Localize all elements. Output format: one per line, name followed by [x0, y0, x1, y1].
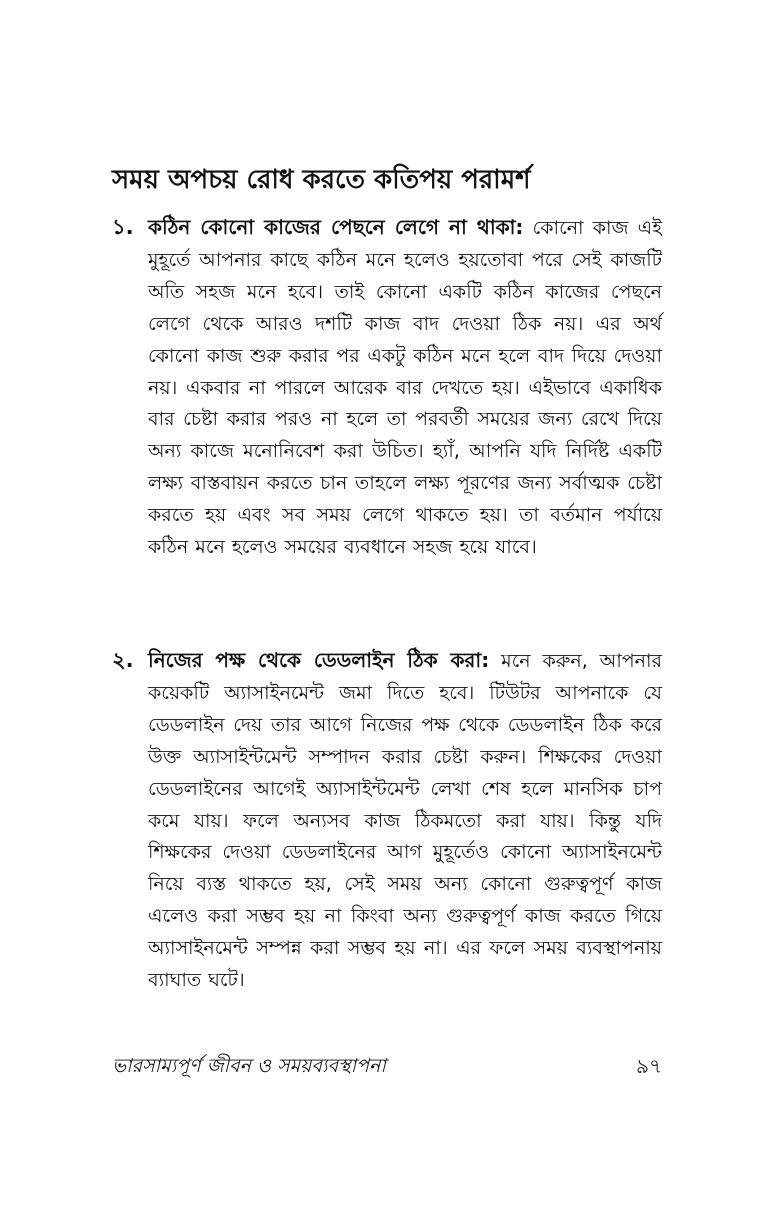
list-item-number: ১. — [112, 215, 134, 239]
section-heading: সময় অপচয় রোধ করতে কতিপয় পরামর্শ — [112, 165, 531, 195]
list-item-title: কঠিন কোনো কাজের পেছনে লেগে না থাকা: — [148, 215, 524, 239]
list-item-text: মনে করুন, আপনার কয়েকটি অ্যাসাইনমেন্ট জমা দিতে হবে। টিউটর আপনাকে যে ডেডলাইন দেয় তার আগে নিজের পক্ষ থেকে ডেডলাইন ঠিক করে উক্ত অ্যাসাইন্টমেন্ট সম্পাদন করার চেষ্টা করুন। শিক্ষকের দেওয়া ডেডলাইনের আগেই অ্যাসাইন্টমেন্ট লেখা শেষ হলে মানসিক চাপ কমে যায়। ফলে অন্যসব কাজ ঠিকমতো করা যায়। কিন্তু যদি শিক্ষকের দেওয়া ডেডলাইনের আগ মুহূর্তেও কোনো অ্যাসাইনমেন্ট নিয়ে ব্যস্ত থাকতে হয়, সেই সময় অন্য কোনো গুরুত্বপূর্ণ কাজ এলেও করা সম্ভব হয় না কিংবা অন্য গুরুত্বপূর্ণ কাজ করতে গিয়ে অ্যাসাইনমেন্ট সম্পন্ন করা সম্ভব হয় না। এর ফলে সময় ব্যবস্থাপনায় ব্যাঘাত ঘটে। — [148, 650, 662, 992]
list-item-number: ২. — [112, 648, 134, 672]
list-item-title: নিজের পক্ষ থেকে ডেডলাইন ঠিক করা: — [148, 648, 490, 672]
running-footer-title: ভারসাম্যপূর্ণ জীবন ও সময়ব্যবস্থাপনা — [112, 1055, 386, 1077]
list-item-text: কোনো কাজ এই মুহূর্তে আপনার কাছে কঠিন মনে হলেও হয়তোবা পরে সেই কাজটি অতি সহজ মনে হবে। তাই কোনো একটি কঠিন কাজের পেছনে লেগে থেকে আরও দশটি কাজ বাদ দেওয়া ঠিক নয়। এর অর্থ কোনো কাজ শুরু করার পর একটু কঠিন মনে হলে বাদ দিয়ে দেওয়া নয়। একবার না পারলে আরেক বার দেখতে হয়। এইভাবে একাধিক বার চেষ্টা করার পরও না হলে তা পরবর্তী সময়ের জন্য রেখে দিয়ে অন্য কাজে মনোনিবেশ করা উচিত। হ্যাঁ, আপনি যদি নির্দিষ্ট একটি লক্ষ্য বাস্তবায়ন করতে চান তাহলে লক্ষ্য পূরণের জন্য সর্বাত্মক চেষ্টা করতে হয় এবং সব সময় লেগে থাকতে হয়। তা বর্তমান পর্যায়ে কঠিন মনে হলেও সময়ের ব্যবধানে সহজ হয়ে যাবে। — [148, 217, 662, 559]
list-item-body — [148, 212, 662, 564]
list-item-body — [148, 645, 662, 997]
page-number: ৯৭ — [636, 1054, 662, 1078]
